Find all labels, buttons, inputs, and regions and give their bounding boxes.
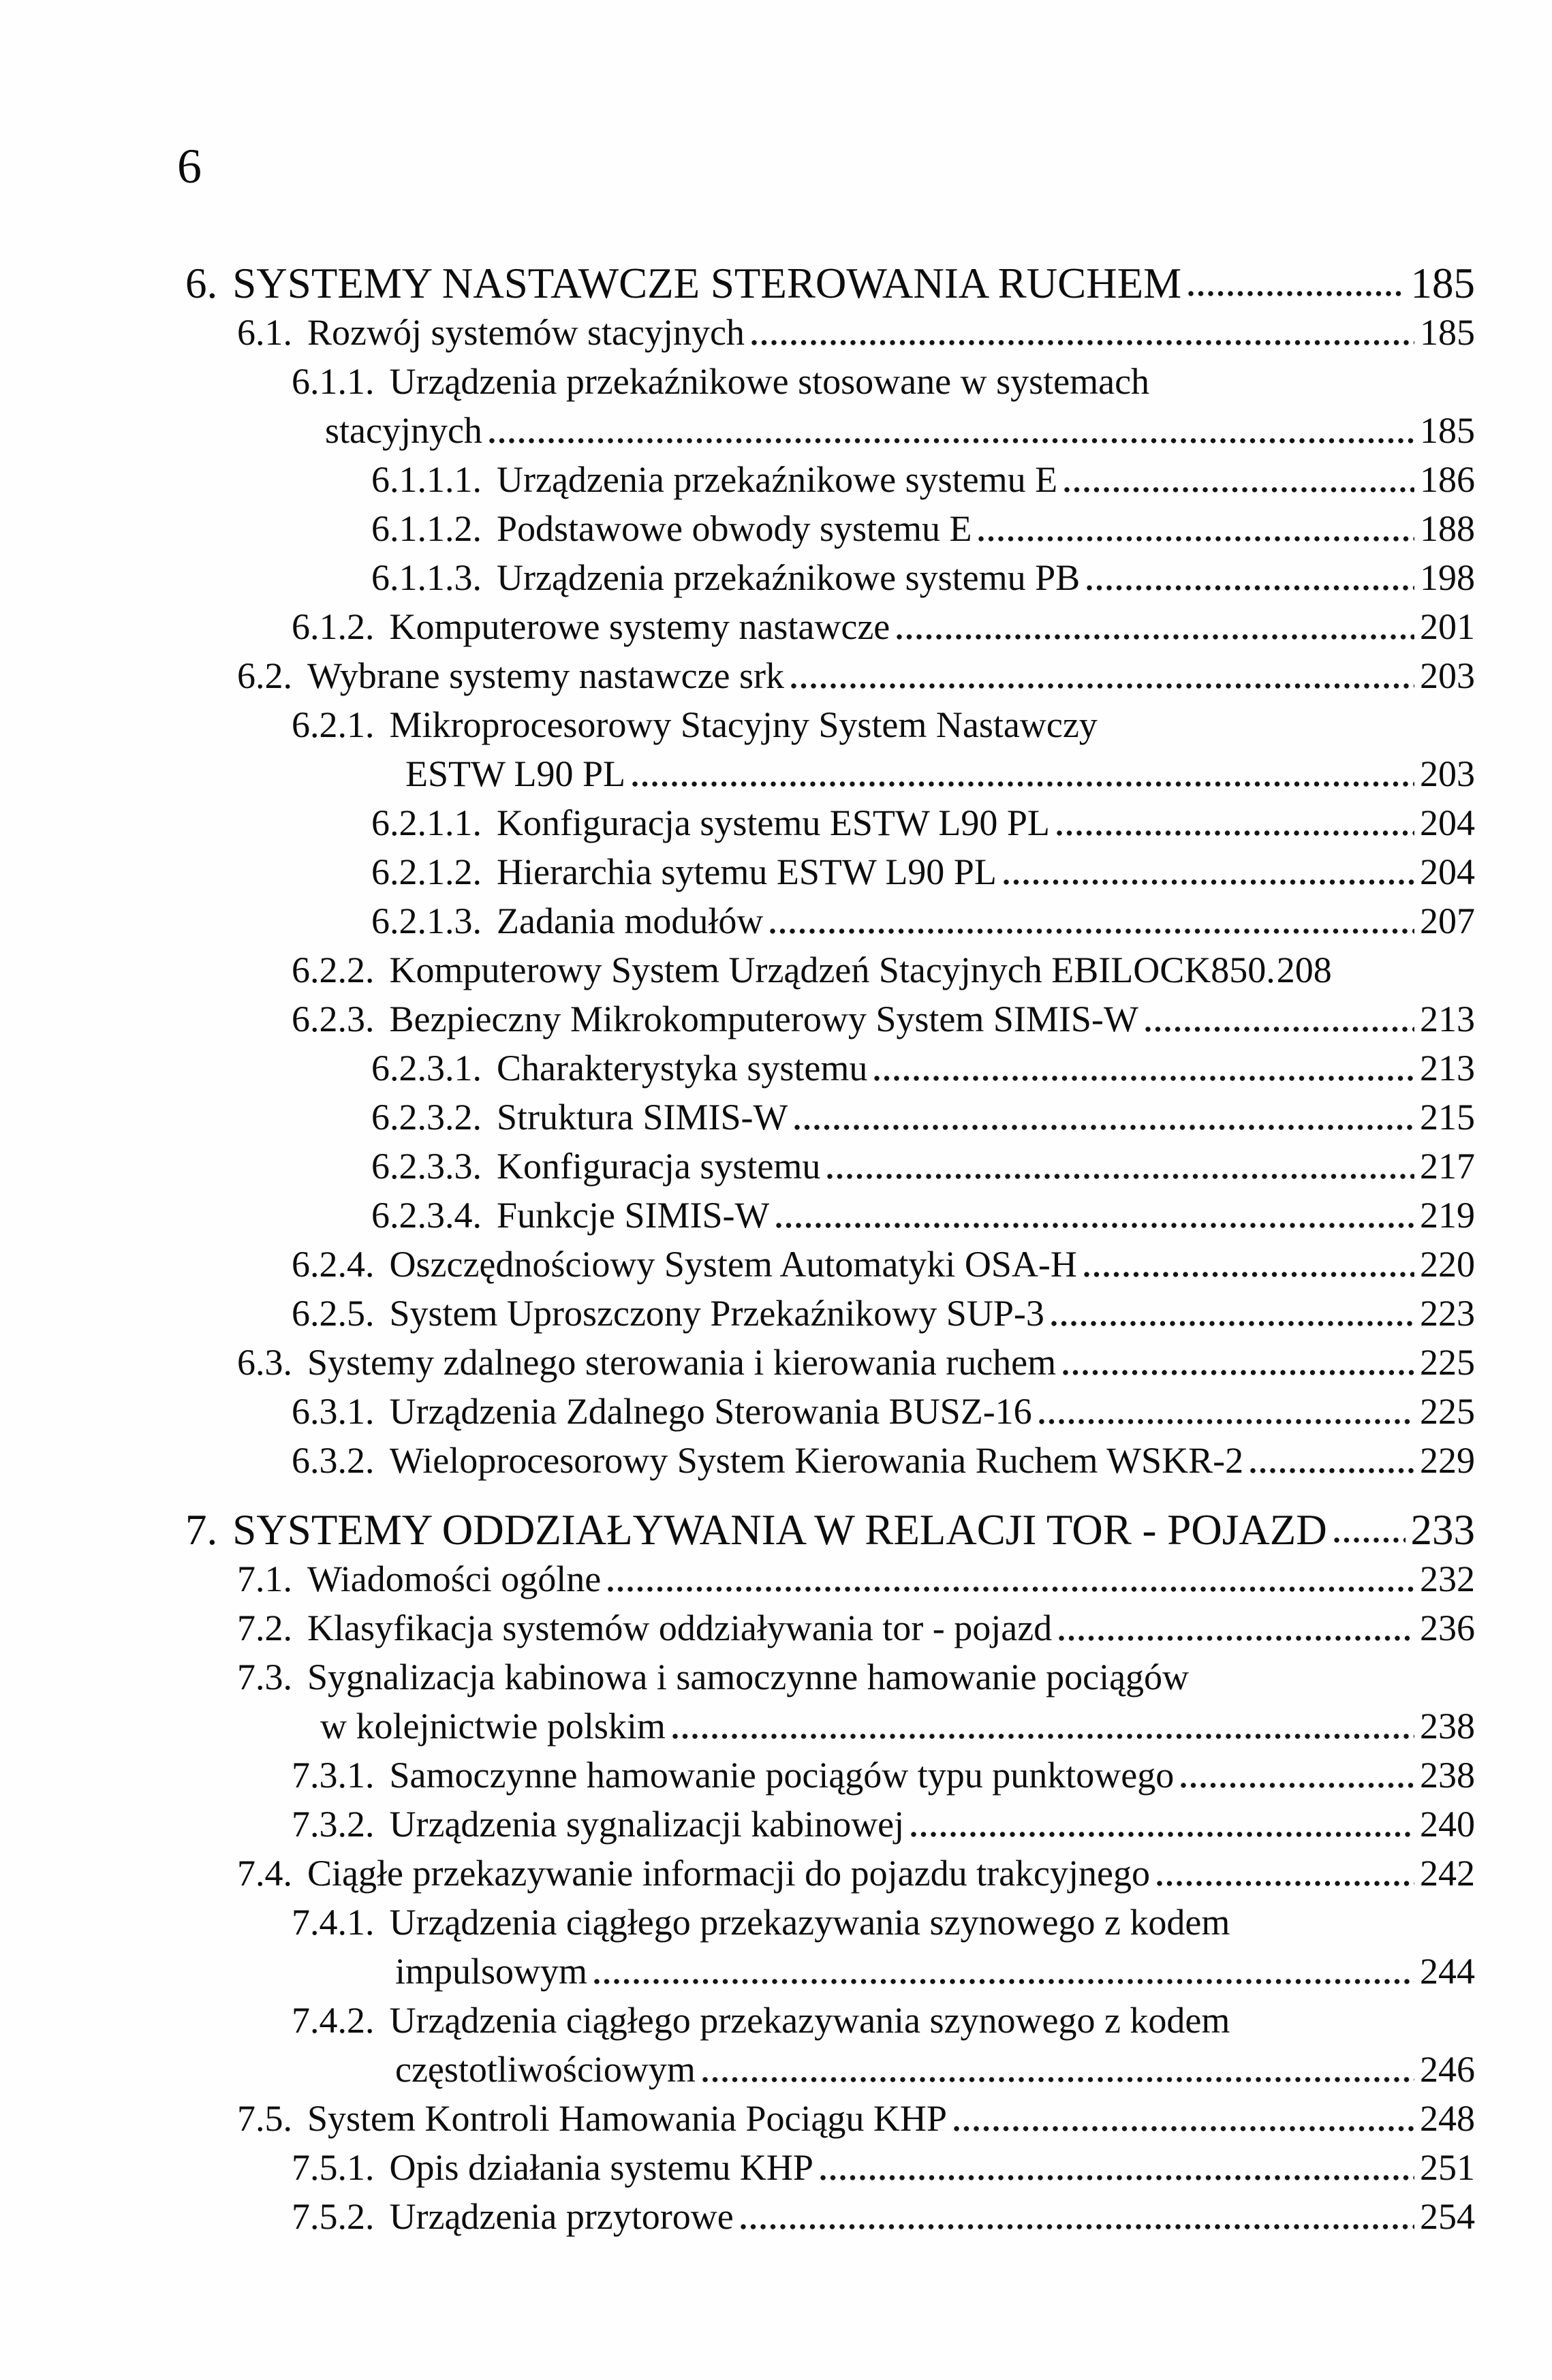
dot-leader xyxy=(1157,1880,1414,1887)
entry-number: 7.3.2. xyxy=(292,1804,375,1845)
toc-entry xyxy=(0,1849,1475,1898)
dot-leader xyxy=(1064,486,1414,493)
entry-number: 6.1.1.3. xyxy=(371,557,482,598)
dot-leader xyxy=(1057,830,1414,836)
dot-leader xyxy=(794,1124,1414,1131)
dot-leader xyxy=(820,2174,1414,2181)
entry-title: impulsowym xyxy=(395,1951,588,1992)
entry-page: 185 xyxy=(1410,260,1475,307)
toc-entry xyxy=(0,1898,1475,1947)
entry-page: 207 xyxy=(1420,901,1475,941)
toc-entry xyxy=(0,1289,1475,1338)
toc-entry xyxy=(0,2045,1475,2094)
entry-number: 6.2.3.4. xyxy=(371,1195,482,1236)
dot-leader xyxy=(594,1978,1414,1985)
dot-leader xyxy=(1039,1418,1414,1425)
entry-title: Sygnalizacja kabinowa i samoczynne hamowanie pociągów xyxy=(307,1657,1190,1697)
entry-title: Urządzenia ciągłego przekazywania szynowego z kodem xyxy=(389,1902,1230,1943)
entry-title: Wybrane systemy nastawcze srk xyxy=(307,655,784,696)
entry-title: Wieloprocesorowy System Kierowania Ruchem WSKR-2 xyxy=(389,1440,1244,1481)
entry-title: Komputerowy System Urządzeń Stacyjnych EBILOCK850. xyxy=(389,950,1275,990)
dot-leader xyxy=(672,1733,1414,1740)
entry-page: 203 xyxy=(1420,655,1475,696)
entry-page: 248 xyxy=(1420,2098,1475,2139)
page-number: 6 xyxy=(177,139,202,193)
dot-leader xyxy=(978,535,1414,542)
dot-leader xyxy=(791,683,1414,689)
entry-number: 7.5. xyxy=(237,2098,292,2139)
dot-leader xyxy=(1004,879,1414,886)
entry-title: Urządzenia przekaźnikowe systemu E xyxy=(497,459,1058,500)
dot-leader xyxy=(1250,1467,1414,1474)
toc-entry xyxy=(0,1751,1475,1800)
dot-leader xyxy=(1334,1537,1406,1544)
toc-entry xyxy=(0,1800,1475,1849)
entry-title: Struktura SIMIS-W xyxy=(497,1097,788,1138)
entry-title: Oszczędnościowy System Automatyki OSA-H xyxy=(389,1244,1077,1285)
toc-entry xyxy=(0,1436,1475,1485)
entry-title: ESTW L90 PL xyxy=(405,753,625,794)
toc-entry xyxy=(0,2143,1475,2192)
entry-number: 7.4.2. xyxy=(292,2000,375,2041)
entry-number: 6.3. xyxy=(237,1342,292,1383)
toc-entry xyxy=(0,1338,1475,1387)
entry-page: 208 xyxy=(1276,950,1332,990)
entry-title: Mikroprocesorowy Stacyjny System Nastawczy xyxy=(389,704,1098,745)
entry-page: 198 xyxy=(1420,557,1475,598)
toc-entry xyxy=(0,651,1475,700)
toc-entry xyxy=(0,1044,1475,1093)
entry-number: 6.1.1.2. xyxy=(371,508,482,549)
entry-title: Urządzenia sygnalizacji kabinowej xyxy=(389,1804,905,1845)
entry-number: 7.1. xyxy=(237,1559,292,1599)
toc-entry xyxy=(0,308,1475,357)
toc-entry xyxy=(0,602,1475,651)
toc-entry xyxy=(0,700,1475,749)
entry-number: 6. xyxy=(185,260,218,307)
entry-title: System Uproszczony Przekaźnikowy SUP-3 xyxy=(389,1293,1044,1334)
entry-number: 6.2.1.3. xyxy=(371,901,482,941)
entry-page: 225 xyxy=(1420,1342,1475,1383)
entry-number: 6.2.4. xyxy=(292,1244,375,1285)
entry-number: 6.2. xyxy=(237,655,292,696)
dot-leader xyxy=(911,1831,1414,1838)
dot-leader xyxy=(1188,290,1405,297)
toc-entry xyxy=(0,2094,1475,2143)
toc-entry xyxy=(0,1191,1475,1240)
entry-page: 220 xyxy=(1420,1244,1475,1285)
entry-title: Rozwój systemów stacyjnych xyxy=(307,312,745,353)
entry-page: 223 xyxy=(1420,1293,1475,1334)
entry-page: 188 xyxy=(1420,508,1475,549)
dot-leader xyxy=(1063,1369,1414,1376)
toc-entry xyxy=(0,504,1475,553)
entry-page: 225 xyxy=(1420,1391,1475,1432)
dot-leader xyxy=(1181,1782,1414,1789)
entry-number: 6.2.2. xyxy=(292,950,375,990)
entry-number: 7. xyxy=(185,1506,218,1554)
entry-page: 236 xyxy=(1420,1608,1475,1648)
entry-number: 6.2.3.3. xyxy=(371,1146,482,1187)
dot-leader xyxy=(874,1075,1414,1082)
entry-number: 6.2.1.1. xyxy=(371,802,482,843)
toc-entry xyxy=(0,1554,1475,1603)
toc-entry xyxy=(0,1702,1475,1751)
entry-number: 7.5.2. xyxy=(292,2196,375,2237)
entry-number: 6.2.3.2. xyxy=(371,1097,482,1138)
entry-page: 254 xyxy=(1420,2196,1475,2237)
toc-entry xyxy=(0,2192,1475,2241)
toc-entry xyxy=(0,945,1475,995)
entry-title: w kolejnictwie polskim xyxy=(320,1706,666,1747)
entry-title: Klasyfikacja systemów oddziaływania tor - pojazd xyxy=(307,1608,1053,1648)
entry-title: Urządzenia przekaźnikowe systemu PB xyxy=(497,557,1081,598)
entry-title: Hierarchia sytemu ESTW L90 PL xyxy=(497,851,997,892)
entry-number: 6.1. xyxy=(237,312,292,353)
entry-title: Ciągłe przekazywanie informacji do pojazdu trakcyjnego xyxy=(307,1853,1150,1894)
dot-leader xyxy=(751,339,1414,346)
entry-title: Bezpieczny Mikrokomputerowy System SIMIS-W xyxy=(389,999,1138,1039)
dot-leader xyxy=(741,2223,1414,2230)
entry-number: 7.3.1. xyxy=(292,1755,375,1796)
entry-title: Komputerowe systemy nastawcze xyxy=(389,606,890,647)
entry-page: 238 xyxy=(1420,1706,1475,1747)
toc-entry xyxy=(0,798,1475,847)
entry-number: 6.3.1. xyxy=(292,1391,375,1432)
entry-number: 7.5.1. xyxy=(292,2147,375,2188)
entry-title: Samoczynne hamowanie pociągów typu punktowego xyxy=(389,1755,1175,1796)
toc-entry xyxy=(0,1387,1475,1436)
table-of-contents xyxy=(0,259,1552,2241)
entry-number: 6.1.1. xyxy=(292,361,375,402)
entry-page: 204 xyxy=(1420,851,1475,892)
entry-title: Zadania modułów xyxy=(497,901,764,941)
toc-entry xyxy=(0,847,1475,896)
entry-page: 186 xyxy=(1420,459,1475,500)
entry-number: 6.2.3.1. xyxy=(371,1048,482,1089)
entry-page: 213 xyxy=(1420,1048,1475,1089)
entry-page: 242 xyxy=(1420,1853,1475,1894)
dot-leader xyxy=(776,1222,1414,1229)
entry-number: 6.2.5. xyxy=(292,1293,375,1334)
entry-page: 203 xyxy=(1420,753,1475,794)
entry-page: 238 xyxy=(1420,1755,1475,1796)
entry-number: 7.2. xyxy=(237,1608,292,1648)
toc-entry xyxy=(0,1947,1475,1996)
entry-title: Urządzenia przekaźnikowe stosowane w systemach xyxy=(389,361,1150,402)
dot-leader xyxy=(1087,584,1414,591)
entry-number: 6.3.2. xyxy=(292,1440,375,1481)
toc-entry xyxy=(0,749,1475,798)
entry-title: SYSTEMY NASTAWCZE STEROWANIA RUCHEM xyxy=(232,260,1182,307)
entry-number: 6.2.1.2. xyxy=(371,851,482,892)
toc-entry xyxy=(0,1142,1475,1191)
entry-page: 215 xyxy=(1420,1097,1475,1138)
entry-page: 201 xyxy=(1420,606,1475,647)
entry-page: 246 xyxy=(1420,2049,1475,2090)
entry-page: 229 xyxy=(1420,1440,1475,1481)
dot-leader xyxy=(608,1586,1414,1593)
entry-number: 7.4.1. xyxy=(292,1902,375,1943)
entry-title: częstotliwościowym xyxy=(395,2049,696,2090)
entry-title: stacyjnych xyxy=(325,410,482,451)
entry-title: SYSTEMY ODDZIAŁYWANIA W RELACJI TOR - POJAZD xyxy=(232,1506,1327,1554)
toc-entry xyxy=(0,357,1475,406)
dot-leader xyxy=(489,437,1414,444)
toc-entry xyxy=(0,1240,1475,1289)
toc-entry xyxy=(0,406,1475,455)
toc-entry xyxy=(0,1996,1475,2045)
toc-entry xyxy=(0,1653,1475,1702)
dot-leader xyxy=(1051,1320,1414,1327)
entry-page: 219 xyxy=(1420,1195,1475,1236)
toc-entry xyxy=(0,1505,1475,1554)
dot-leader xyxy=(954,2125,1414,2132)
entry-page: 244 xyxy=(1420,1951,1475,1992)
entry-page: 232 xyxy=(1420,1559,1475,1599)
toc-entry xyxy=(0,1603,1475,1653)
toc-entry xyxy=(0,259,1475,308)
entry-page: 217 xyxy=(1420,1146,1475,1187)
entry-title: Opis działania systemu KHP xyxy=(389,2147,813,2188)
entry-title: Konfiguracja systemu ESTW L90 PL xyxy=(497,802,1050,843)
entry-page: 204 xyxy=(1420,802,1475,843)
entry-title: Urządzenia przytorowe xyxy=(389,2196,734,2237)
toc-entry xyxy=(0,995,1475,1044)
entry-number: 6.2.3. xyxy=(292,999,375,1039)
entry-page: 251 xyxy=(1420,2147,1475,2188)
entry-title: Charakterystyka systemu xyxy=(497,1048,868,1089)
entry-number: 7.3. xyxy=(237,1657,292,1697)
entry-page: 240 xyxy=(1420,1804,1475,1845)
dot-leader xyxy=(1059,1635,1414,1642)
entry-title: Urządzenia ciągłego przekazywania szynowego z kodem xyxy=(389,2000,1230,2041)
entry-number: 6.1.1.1. xyxy=(371,459,482,500)
entry-title: Konfiguracja systemu xyxy=(497,1146,821,1187)
entry-page: 185 xyxy=(1420,410,1475,451)
dot-leader xyxy=(1145,1026,1414,1033)
entry-title: Podstawowe obwody systemu E xyxy=(497,508,972,549)
entry-title: Systemy zdalnego sterowania i kierowania ruchem xyxy=(307,1342,1057,1383)
dot-leader xyxy=(897,633,1414,640)
toc-entry xyxy=(0,1093,1475,1142)
dot-leader xyxy=(770,928,1414,935)
dot-leader xyxy=(827,1173,1414,1180)
toc-entry xyxy=(0,553,1475,602)
entry-number: 7.4. xyxy=(237,1853,292,1894)
entry-number: 6.2.1. xyxy=(292,704,375,745)
toc-entry xyxy=(0,896,1475,945)
entry-number: 6.1.2. xyxy=(292,606,375,647)
dot-leader xyxy=(632,781,1414,787)
entry-title: Funkcje SIMIS-W xyxy=(497,1195,770,1236)
dot-leader xyxy=(702,2076,1414,2083)
entry-title: System Kontroli Hamowania Pociągu KHP xyxy=(307,2098,947,2139)
entry-title: Wiadomości ogólne xyxy=(307,1559,602,1599)
toc-entry xyxy=(0,455,1475,504)
entry-page: 233 xyxy=(1410,1506,1475,1554)
entry-title: Urządzenia Zdalnego Sterowania BUSZ-16 xyxy=(389,1391,1032,1432)
dot-leader xyxy=(1084,1271,1414,1278)
entry-page: 213 xyxy=(1420,999,1475,1039)
entry-page: 185 xyxy=(1420,312,1475,353)
